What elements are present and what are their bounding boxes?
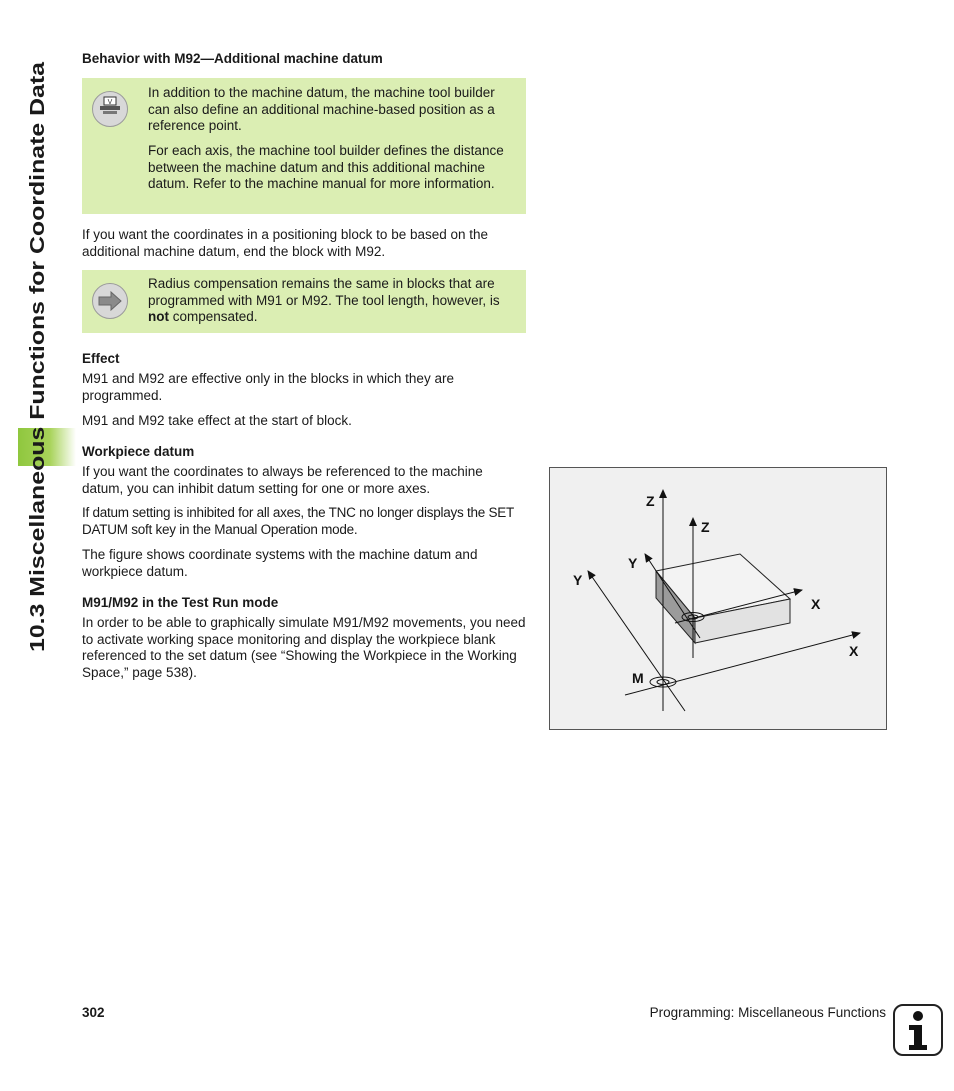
workpiece-p3: The figure shows coordinate systems with the machine datum and workpiece datum. — [82, 547, 478, 579]
note2-text-before: Radius compensation remains the same in blocks that are programmed with M91 or M92. The tool length, however, is — [148, 276, 500, 308]
machine-builder-note — [82, 78, 526, 214]
note2-text-after: compensated. — [169, 309, 258, 324]
machine-x-label: X — [849, 643, 859, 659]
side-chapter-title-text: 10.3 Miscellaneous Functions for Coordinate Data — [26, 165, 49, 652]
workpiece-y-label: Y — [628, 555, 638, 571]
note2-text-bold: not — [148, 309, 169, 324]
m92-paragraph: If you want the coordinates in a positioning block to be based on the additional machine datum, end the block with M92. — [82, 227, 489, 259]
machine-tool-icon — [92, 91, 128, 127]
note1-para1: In addition to the machine datum, the machine tool builder can also define an additional machine-based position as a reference point. — [148, 85, 495, 133]
testrun-p1: In order to be able to graphically simulate M91/M92 movements, you need to activate working space monitoring and display the workpiece blank referenced to the set datum (see “Showing the Workpiece in the Working Space,” page 538). — [82, 615, 526, 680]
note1-para2: For each axis, the machine tool builder defines the distance between the machine datum and this additional machine datum. Refer to the machine manual for more information. — [148, 143, 504, 191]
machine-z-label: Z — [646, 493, 655, 509]
arrow-right-icon — [92, 283, 128, 319]
effect-p2: M91 and M92 take effect at the start of block. — [82, 413, 352, 428]
m92-heading: Behavior with M92—Additional machine datum — [82, 51, 383, 66]
radius-compensation-note — [82, 270, 526, 333]
workpiece-x-label: X — [811, 596, 821, 612]
datum-diagram — [550, 468, 886, 729]
datum-figure — [549, 467, 887, 730]
note2-text — [148, 276, 516, 326]
info-icon — [893, 1004, 943, 1056]
workpiece-p1: If you want the coordinates to always be referenced to the machine datum, you can inhibit datum setting for one or more axes. — [82, 464, 483, 496]
machine-y-label: Y — [573, 572, 583, 588]
svg-text:V: V — [107, 99, 113, 106]
footer-chapter: Programming: Miscellaneous Functions — [649, 1005, 886, 1020]
effect-heading: Effect — [82, 351, 120, 366]
side-chapter-title — [12, 60, 52, 660]
page-number: 302 — [82, 1005, 105, 1020]
testrun-heading: M91/M92 in the Test Run mode — [82, 595, 279, 610]
workpiece-z-label: Z — [701, 519, 710, 535]
workpiece-heading: Workpiece datum — [82, 444, 195, 459]
machine-origin-label: M — [632, 670, 644, 686]
effect-p1: M91 and M92 are effective only in the blocks in which they are programmed. — [82, 371, 454, 403]
workpiece-p2: If datum setting is inhibited for all axes, the TNC no longer displays the SET DATUM soft key in the Manual Operation mode. — [82, 505, 514, 537]
machine-x-axis — [625, 633, 860, 695]
